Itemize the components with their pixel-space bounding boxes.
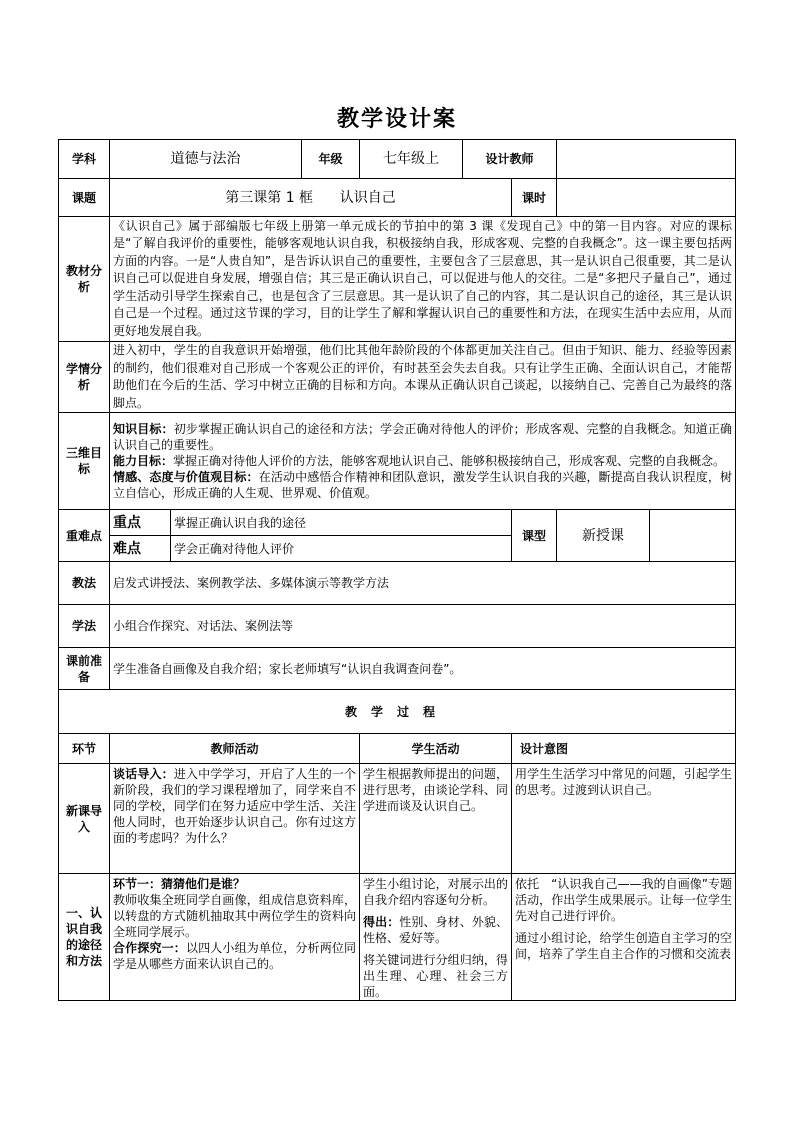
method-value: 启发式讲授法、案例教学法、多媒体演示等教学方法 bbox=[110, 562, 736, 605]
key-point-row bbox=[59, 510, 736, 536]
lesson-plan-table bbox=[58, 139, 736, 1001]
topic-value: 第三课第 1 框 认识自己 bbox=[110, 179, 512, 217]
process-title: 教学过程 bbox=[59, 690, 736, 734]
goals-row bbox=[59, 413, 736, 510]
key-points-label: 重难点 bbox=[59, 510, 110, 562]
difficult-label: 难点 bbox=[110, 536, 171, 562]
study-value: 小组合作探究、对话法、案例法等 bbox=[110, 605, 736, 648]
goals-text bbox=[110, 413, 736, 510]
student-result-text: 性别、身材、外貌、性格、爱好等。 bbox=[363, 915, 509, 945]
intent-one-text: 依托 “认识我自己——我的自画像”专题活动，作出学生成果展示。让每一位学生先对自己进行评价。 bbox=[515, 877, 733, 923]
intent-two-text: 通过小组讨论，给学生创造自主学习的空间，培养了学生自主合作的习惯和交流表 bbox=[515, 931, 733, 961]
prep-row bbox=[59, 648, 736, 690]
designer-value bbox=[557, 140, 736, 179]
hours-label: 课时 bbox=[512, 179, 557, 217]
grade-value: 七年级上 bbox=[360, 140, 463, 179]
col-stage: 环节 bbox=[59, 734, 110, 764]
teacher-activity-one bbox=[110, 874, 360, 1001]
textbook-label: 教材分析 bbox=[59, 217, 110, 342]
topic-row bbox=[59, 179, 736, 217]
process-row-one bbox=[59, 874, 736, 1001]
student-summary-text: 将关键词进行分组归纳，得出生理、心理、社会三方面。 bbox=[363, 953, 509, 999]
method-row bbox=[59, 562, 736, 605]
teacher-intro-text: 进入中学学习，开启了人生的一个新阶段，我们的学习课程增加了，同学来自不同的学校，同学们在努力适应中学生活、关注他人同时，也开始逐步认识自己。你有过这方面的考虑吗？为什么？ bbox=[113, 767, 357, 845]
knowledge-goal-text: 初步掌握正确认识自己的途径和方法；学会正确对待他人的评价；形成客观、完整的自我概念。知道正确认识自己的重要性。 bbox=[113, 422, 733, 452]
teacher-activity-intro bbox=[110, 764, 360, 874]
process-row-intro bbox=[59, 764, 736, 874]
learners-row bbox=[59, 342, 736, 413]
key-label: 重点 bbox=[110, 510, 171, 536]
subject-label: 学科 bbox=[59, 140, 110, 179]
header-row bbox=[59, 140, 736, 179]
design-intent-intro: 用学生生活学习中常见的问题，引起学生的思考。过渡到认识自己。 bbox=[512, 764, 736, 874]
design-intent-one bbox=[512, 874, 736, 1001]
textbook-text: 《认识自己》属于部编版七年级上册第一单元成长的节拍中的第 3 课《发现自己》中的第一目内容。对应的课标是“了解自我评价的重要性，能够客观地认识自我，积极接纳自我，形成客观、完整的自我概念”。这一课主要包括两方面的内容。一是“人贵自知”，是告诉认识自己的重要性，主要包含了三层意思，其一是认识自己很重要，其二是认识自己可以促进自身发展，增强自信；其三是正确认识自己，可以促进与他人的交往。二是“多把尺子量自己”，通过学生活动引导学生探索自己，也是包含了三层意思。其一是认识了自己的内容，其二是认识自己的途径，其三是认识自己是一个过程。通过这节课的学习，目的让学生了解和掌握认识自己的重要性和方法，在现实生活中去应用，从而更好地发展自我。 bbox=[110, 217, 736, 342]
stage-intro: 新课导入 bbox=[59, 764, 110, 874]
learners-text: 进入初中，学生的自我意识开始增强，他们比其他年龄阶段的个体都更加关注自己。但由于知识、能力、经验等因素的制约，他们很难对自己形成一个客观公正的评价，有时甚至会失去自我。只有让学生正确、全面认识自己，才能帮助他们在今后的生活、学习中树立正确的目标和方向。本课从正确认识自己谈起，以接纳自己、完善自己为最终的落脚点。 bbox=[110, 342, 736, 413]
prep-label: 课前准备 bbox=[59, 648, 110, 690]
grade-label: 年级 bbox=[302, 140, 360, 179]
page-title: 教学设计案 bbox=[336, 106, 457, 132]
process-title-row bbox=[59, 690, 736, 734]
student-activity-intro: 学生根据教师提出的问题，进行思考，由谈论学科、同学进而谈及认识自己。 bbox=[360, 764, 512, 874]
knowledge-goal-label: 知识目标： bbox=[113, 422, 174, 436]
stage-one: 一、认识自我的途径和方法 bbox=[59, 874, 110, 1001]
teacher-intro-label: 谈话导入： bbox=[113, 767, 174, 781]
designer-label: 设计教师 bbox=[463, 140, 557, 179]
lesson-type-label: 课型 bbox=[512, 510, 557, 562]
student-activity-one bbox=[360, 874, 512, 1001]
student-discussion-text: 学生小组讨论，对展示出的自我介绍内容逐句分析。 bbox=[363, 877, 509, 907]
col-student: 学生活动 bbox=[360, 734, 512, 764]
emotion-goal-text: 在活动中感悟合作精神和团队意识，激发学生认识自我的兴趣，斷提高自我认识程度，树立自信心，形成正确的人生观、世界观、价值观。 bbox=[113, 470, 733, 500]
prep-value: 学生准备自画像及自我介绍；家长老师填写“认识自我调查问卷”。 bbox=[110, 648, 736, 690]
hours-value bbox=[557, 179, 736, 217]
goals-label: 三维目标 bbox=[59, 413, 110, 510]
student-result-label: 得出： bbox=[363, 915, 400, 929]
lesson-type-value: 新授课 bbox=[557, 510, 650, 562]
study-label: 学法 bbox=[59, 605, 110, 648]
process-header-row bbox=[59, 734, 736, 764]
textbook-row bbox=[59, 217, 736, 342]
ability-goal-text: 掌握正确对待他人评价的方法，能够客观地认识自己、能够积极接纳自己，形成客观、完整的自我概念。 bbox=[173, 454, 726, 468]
emotion-goal-label: 情感、态度与价值观目标： bbox=[113, 470, 259, 484]
teacher-step-text: 教师收集全班同学自画像，组成信息资料库，以转盘的方式随机抽取其中两位学生的资料向全班同学展示。 bbox=[113, 893, 357, 939]
key-value: 掌握正确认识自我的途径 bbox=[171, 510, 512, 536]
col-teacher: 教师活动 bbox=[110, 734, 360, 764]
method-label: 教法 bbox=[59, 562, 110, 605]
subject-value: 道德与法治 bbox=[110, 140, 302, 179]
study-row bbox=[59, 605, 736, 648]
cooperative-inquiry-label: 合作探究一： bbox=[113, 941, 186, 955]
learners-label: 学情分析 bbox=[59, 342, 110, 413]
topic-label: 课题 bbox=[59, 179, 110, 217]
ability-goal-label: 能力目标： bbox=[113, 454, 174, 468]
teacher-step-title: 环节一：猜猜他们是谁？ bbox=[113, 877, 246, 891]
difficult-value: 学会正确对待他人评价 bbox=[171, 536, 512, 562]
col-intent: 设计意图 bbox=[512, 734, 736, 764]
cooperative-inquiry-text: 以四人小组为单位，分析两位同学是从哪些方面来认识自己的。 bbox=[113, 941, 357, 971]
